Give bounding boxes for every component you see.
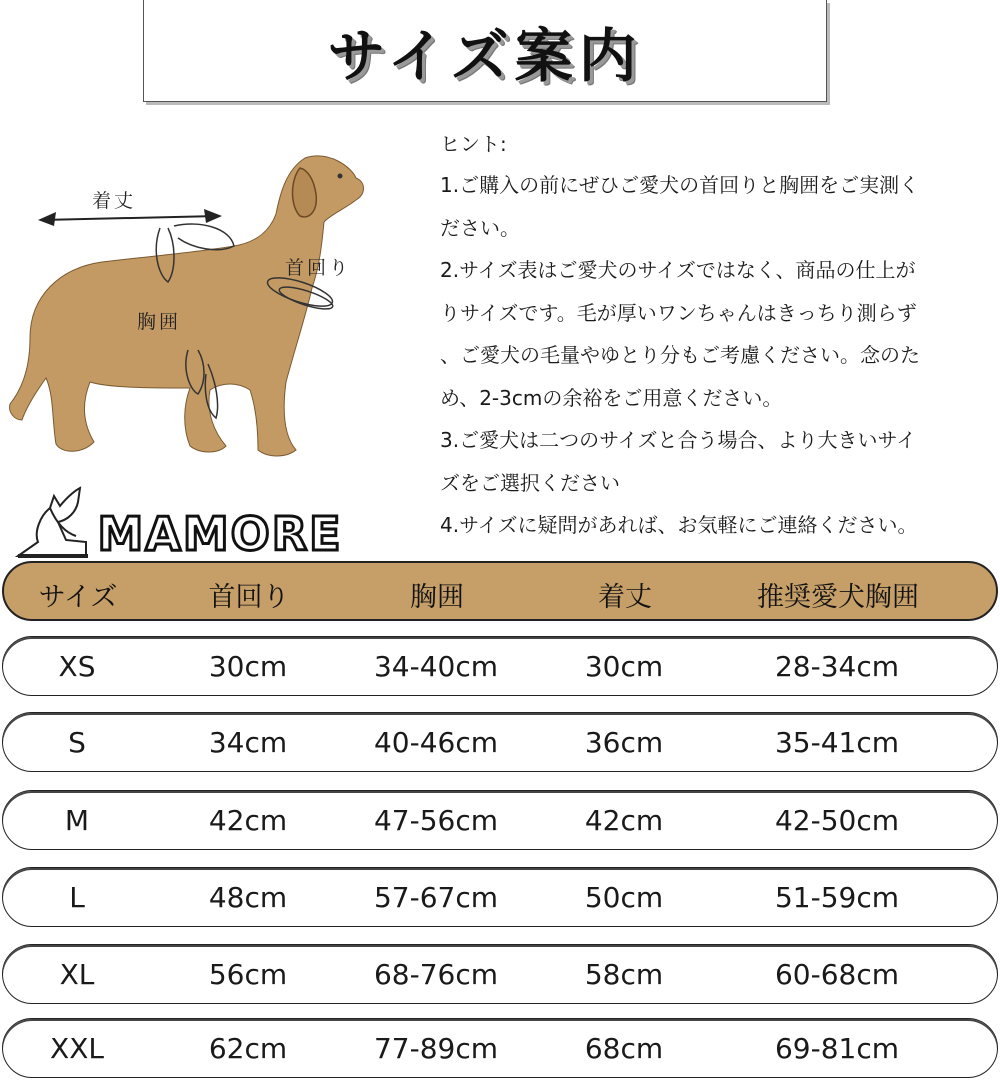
row-size: XL [59, 958, 95, 991]
brand-logo [10, 482, 355, 562]
table-header [2, 561, 998, 621]
row-recommended-chest: 51-59cm [774, 881, 900, 914]
table-row [2, 867, 998, 927]
header-neck: 首回り [208, 582, 290, 613]
logo-dog-icon [10, 482, 355, 562]
hint-line: 4.サイズに疑問があれば、お気軽にご連絡ください。 [440, 513, 918, 537]
length-label: 着丈 [92, 190, 137, 212]
row-recommended-chest: 60-68cm [774, 958, 900, 991]
row-length: 42cm [584, 804, 664, 837]
row-neck: 62cm [208, 1032, 288, 1065]
row-neck: 30cm [208, 650, 288, 683]
row-length: 68cm [584, 1032, 664, 1065]
table-row [2, 944, 998, 1004]
row-size: S [68, 726, 86, 759]
hint-line: 、ご愛犬の毛量やゆとり分もご考慮ください。念のた [440, 343, 920, 367]
row-size: XXL [50, 1032, 104, 1065]
neck-label: 首回り [285, 257, 352, 279]
dog-silhouette-icon [0, 120, 440, 540]
hint-line: め、2-3cmの余裕をご用意ください。 [440, 385, 783, 410]
row-neck: 56cm [208, 958, 288, 991]
hint-line: 1.ご購入の前にぜひご愛犬の首回りと胸囲をご実測く [440, 173, 920, 197]
header-chest: 胸囲 [410, 582, 464, 613]
header-recommended-chest: 推奨愛犬胸囲 [757, 582, 919, 613]
page-title: サイズ案内 [327, 21, 643, 90]
row-chest: 57-67cm [373, 881, 499, 914]
table-row [2, 790, 998, 850]
row-length: 50cm [584, 881, 664, 914]
hint-line: ズをご選択ください [440, 470, 620, 495]
dog-eye-icon [338, 174, 343, 179]
row-neck: 34cm [208, 726, 288, 759]
row-chest: 47-56cm [373, 804, 499, 837]
row-chest: 68-76cm [373, 958, 499, 991]
row-size: XS [58, 650, 96, 683]
header-length: 着丈 [598, 582, 652, 613]
chest-label: 胸囲 [137, 311, 182, 333]
row-chest: 77-89cm [373, 1032, 499, 1065]
row-neck: 48cm [208, 881, 288, 914]
row-neck: 42cm [208, 804, 288, 837]
table-row [2, 1018, 998, 1078]
hint-line: りサイズです。毛が厚いワンちゃんはきっちり測らず [440, 300, 917, 325]
hints-panel [440, 120, 1000, 547]
table-row [2, 712, 998, 772]
row-length: 30cm [584, 650, 664, 683]
row-recommended-chest: 42-50cm [774, 804, 900, 837]
dog-measurement-diagram [0, 120, 440, 540]
row-recommended-chest: 69-81cm [774, 1032, 900, 1065]
row-chest: 34-40cm [373, 650, 499, 683]
row-size: M [64, 804, 90, 837]
row-recommended-chest: 35-41cm [774, 726, 900, 759]
row-length: 58cm [584, 958, 664, 991]
hints-title: ヒント: [440, 132, 507, 156]
length-arrow-icon [42, 216, 218, 220]
row-length: 36cm [584, 726, 664, 759]
header-size: サイズ [38, 582, 118, 613]
table-row [2, 636, 998, 696]
hint-line: 2.サイズ表はご愛犬のサイズではなく、商品の仕上が [440, 258, 916, 282]
row-size: L [69, 881, 85, 914]
row-recommended-chest: 28-34cm [774, 650, 900, 683]
title-banner [143, 0, 827, 102]
logo-text: MAMORE [97, 507, 343, 561]
hint-line: ださい。 [440, 215, 520, 240]
hint-line: 3.ご愛犬は二つのサイズと合う場合、より大きいサイ [440, 428, 917, 452]
row-chest: 40-46cm [373, 726, 499, 759]
